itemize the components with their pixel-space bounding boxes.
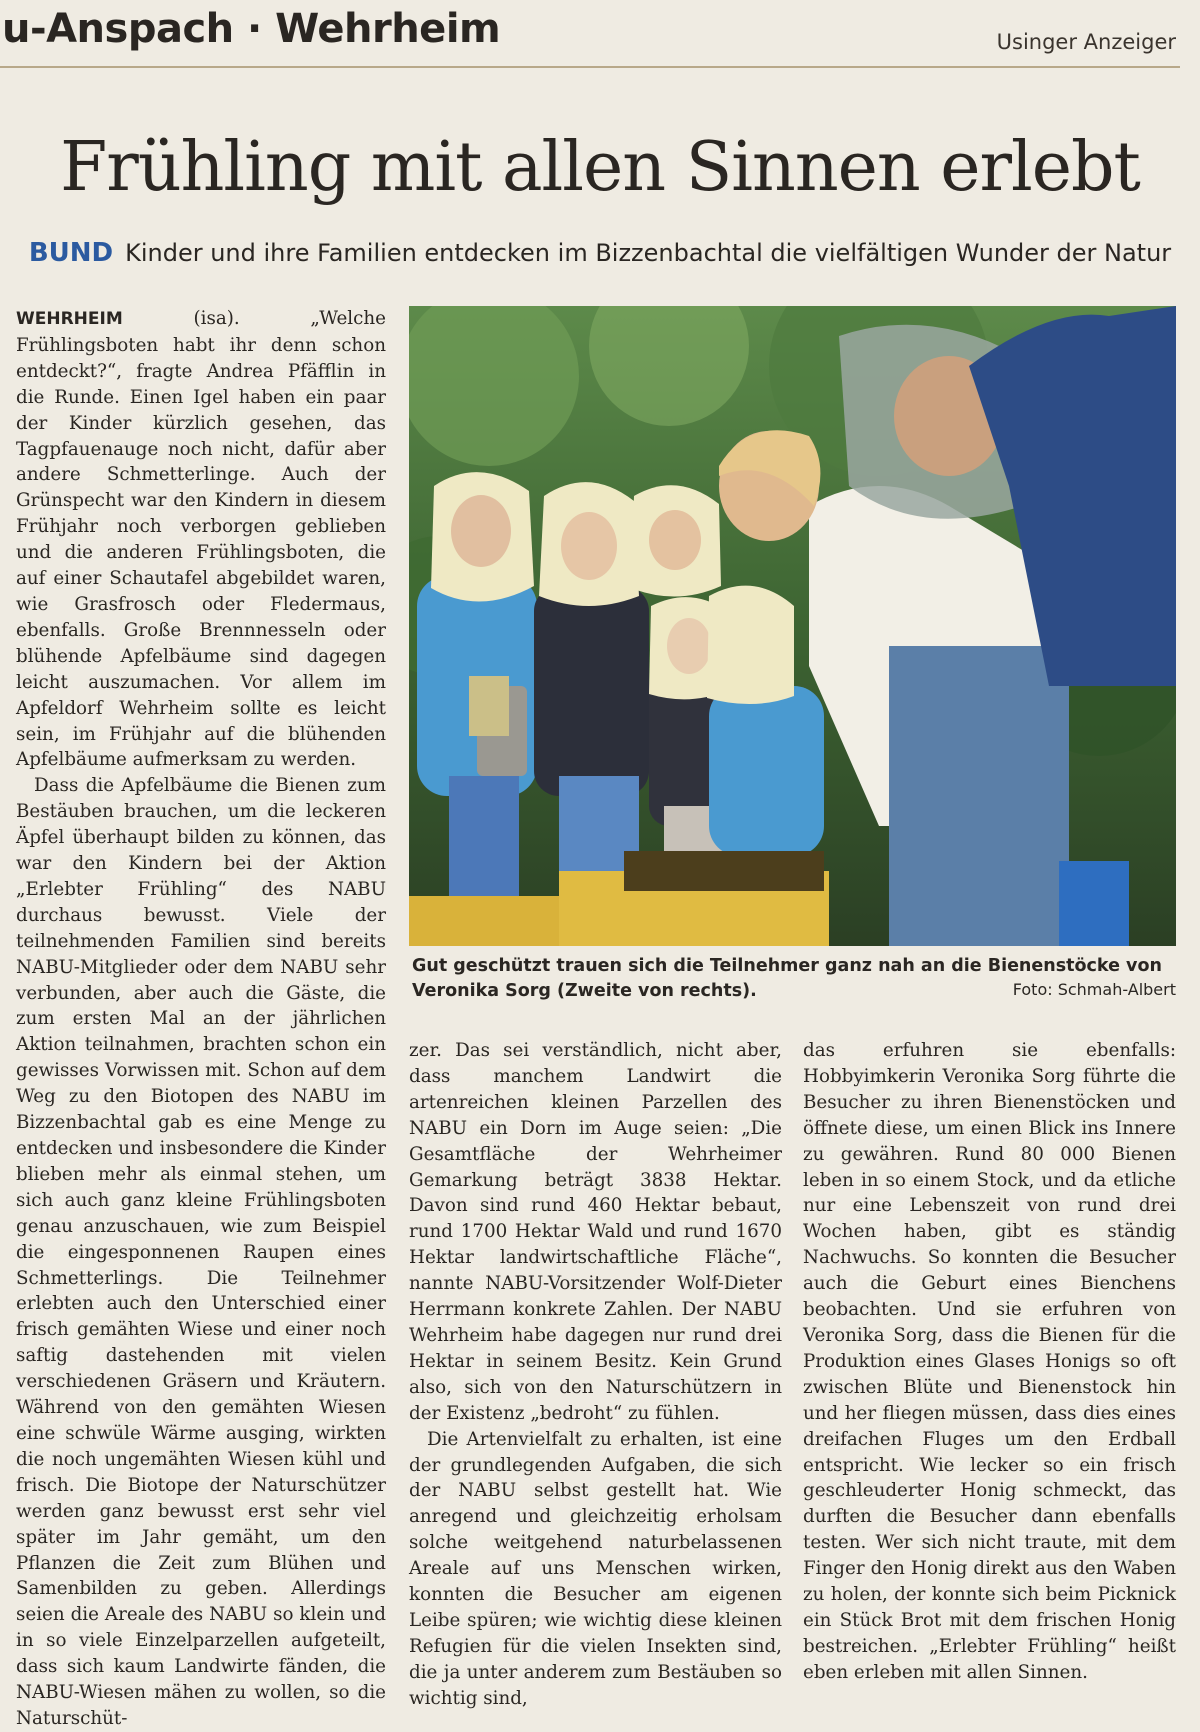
- bee-smoker: [469, 676, 527, 776]
- photo-credit: Foto: Schmah-Albert: [1012, 980, 1176, 999]
- page-header: [0, 0, 1180, 68]
- photo-caption: Gut geschützt trauen sich die Teilnehmer ganz nah an die Bienenstöcke von Veronika Sorg (Zweite von rechts).: [412, 956, 1162, 1001]
- paragraph-4: Die Artenvielfalt zu erhalten, ist eine der grundlegenden Aufgaben, die sich der NABU selbst gestellt hat. Wie anregend und gleichzeitig erholsam solche weitgehend naturbelassenen Areale auf uns Menschen wirken, konnten die Besucher am eigenen Leibe spüren; wie wichtig diese kleinen Refugien für die vielen Insekten sind, die ja unter anderem zum Bestäuben so wichtig sind,: [409, 1428, 782, 1709]
- paragraph-3: zer. Das sei verständlich, nicht aber, dass manchem Landwirt die artenreichen kleinen Parzellen des NABU ein Dorn im Auge seien: „Die Gesamtfläche der Wehrheimer Gemarkung beträgt 3838 Hektar. Davon sind rund 460 Hektar bebaut, rund 1700 Hektar Wald und rund 1670 Hektar landwirtschaftliche Fläche“, nannte NABU-Vorsitzender Wolf-Dieter Herrmann konkrete Zahlen. Der NABU Wehrheim habe dagegen nur rund drei Hektar in seinem Besitz. Kein Grund also, sich von den Naturschützern in der Existenz „bedroht“ zu fühlen.: [409, 1040, 782, 1424]
- paragraph-1: [16, 306, 386, 773]
- subheadline: [0, 238, 1200, 268]
- newspaper-name: Usinger Anzeiger: [996, 30, 1176, 54]
- beekeeping-photo-illustration: [409, 306, 1176, 946]
- article-column-2: [409, 1038, 782, 1712]
- section-title: u-Anspach · Wehrheim: [2, 6, 501, 52]
- article-photo: [409, 306, 1176, 946]
- dateline: WEHRHEIM: [16, 309, 123, 329]
- child-figure-3: [631, 485, 721, 596]
- paragraph-1-text: (isa). „Welche Frühlingsboten habt ihr denn schon entdeckt?“, fragte Andrea Pfäfflin in die Runde. Einen Igel haben ein paar der Kinder kürzlich gesehen, das Tagpfauenauge noch nicht, dafür aber andere Schmetterlinge. Auch der Grünspecht war den Kindern in diesem Frühjahr noch verborgen geblieben und die anderen Frühlingsboten, die auf einer Schautafel abgebildet waren, wie Grasfrosch oder Fledermaus, ebenfalls. Große Brennnesseln oder blühende Apfelbäume sind dagegen leicht auszumachen. Vor allem im Apfeldorf Wehrheim sollte es leicht sein, im Frühjahr auf die blühenden Apfelbäume aufmerksam zu werden.: [16, 308, 386, 771]
- subheadline-text: Kinder und ihre Familien entdecken im Bizzenbachtal die vielfältigen Wunder der Natur: [125, 239, 1172, 267]
- article-column-1: [16, 306, 386, 1732]
- headline: Frühling mit allen Sinnen erlebt: [60, 128, 1140, 207]
- article-column-3: [803, 1038, 1176, 1686]
- paragraph-2: Dass die Apfelbäume die Bienen zum Bestäuben brauchen, um die leckeren Äpfel überhaupt bilden zu können, das war den Kindern bei der Aktion „Erlebter Frühling“ des NABU durchaus bewusst. Viele der teilnehmenden Familien sind bereits NABU-Mitglieder oder dem NABU sehr verbunden, aber auch die Gäste, die zum ersten Mal an der jährlichen Aktion teilnahmen, brachten schon ein gewisses Vorwissen mit. Schon auf dem Weg zu den Biotopen des NABU im Bizzenbachtal gab es eine Menge zu entdecken und insbesondere die Kinder blieben mehr als einmal stehen, um sich auch ganz kleine Frühlingsboten genau anzuschauen, wie zum Beispiel die eingesponnenen Raupen eines Schmetterlings. Die Teilnehmer erlebten auch den Unterschied einer frisch gemähten Wiese und einer noch saftig dastehenden mit vielen verschiedenen Gräsern und Kräutern. Während von den gemähten Wiesen eine schwüle Wärme ausging, wirkten die noch ungemähten Wiesen kühl und frisch. Die Biotope der Naturschützer werden ganz bewusst erst sehr viel später im Jahr gemäht, um den Pflanzen die Zeit zum Blühen und Samenbilden zu geben. Allerdings seien die Areale des NABU so klein und in so viele Einzelparzellen aufgeteilt, dass sich kaum Landwirte fänden, die NABU-Wiesen mähen zu wollen, so die Naturschüt-: [16, 775, 386, 1729]
- paragraph-5: das erfuhren sie ebenfalls: Hobbyimkerin Veronika Sorg führte die Besucher zu ihren Bienenstöcken und öffnete diese, um einen Blick ins Innere zu gewähren. Rund 80 000 Bienen leben in so einem Stock, und da etliche nur eine Lebenszeit von rund drei Wochen haben, gibt es ständig Nachwuchs. So konnten die Besucher auch die Geburt eines Bienchens beobachten. Und sie erfuhren von Veronika Sorg, dass die Bienen für die Produktion eines Glases Honigs so oft zwischen Blüte und Bienenstock hin und her fliegen müssen, dass dies eines dreifachen Fluges um den Erdball entspricht. Wie lecker so ein frisch geschleuderter Honig schmeckt, das durften die Besucher dann ebenfalls testen. Wer sich nicht traute, mit dem Finger den Honig direkt aus den Waben zu holen, der konnte sich beim Picknick ein Stück Brot mit dem frischen Honig bestreichen. „Erlebter Frühling“ heißt eben erleben mit allen Sinnen.: [803, 1040, 1176, 1683]
- kicker-label: BUND: [28, 238, 114, 268]
